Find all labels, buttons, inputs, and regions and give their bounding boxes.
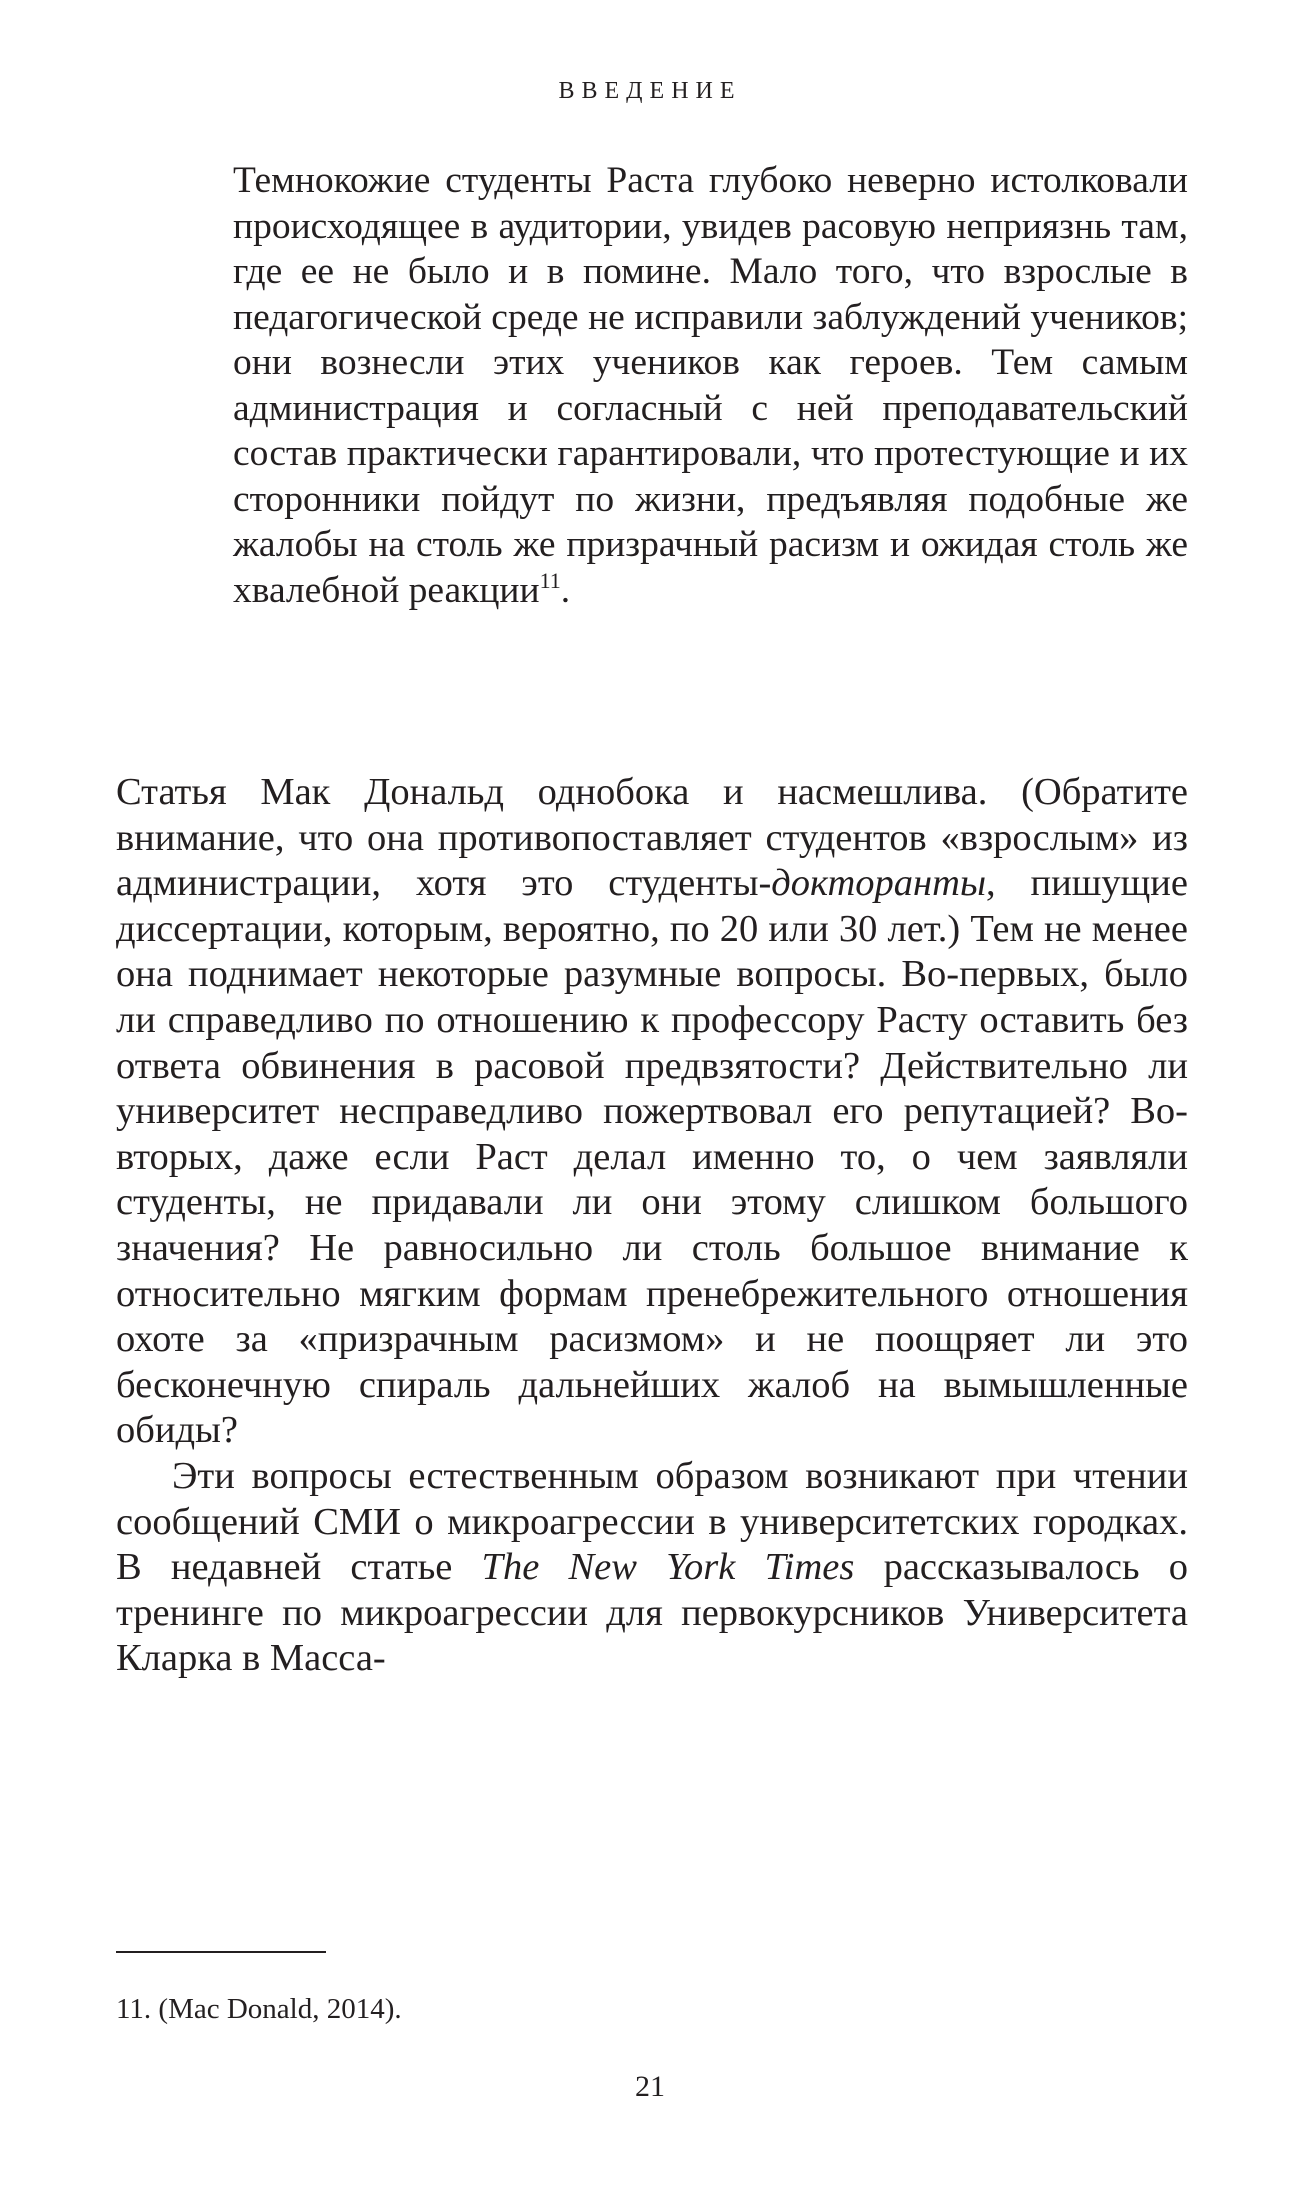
paragraph-2-italic: The New York Times xyxy=(481,1546,855,1589)
paragraph-1-italic: докторанты xyxy=(771,862,987,905)
block-quote xyxy=(233,158,1188,613)
main-text xyxy=(116,770,1188,1682)
quote-paragraph xyxy=(233,158,1188,613)
footnote-reference[interactable]: 11 xyxy=(539,567,561,593)
quote-text: Темнокожие студенты Раста глубоко неверно истолковали происходящее в аудитории, увидев расовую неприязнь там, где ее не было и в помине. Мало того, что взрослые в педагогической среде не исправили заблуждений учеников; они вознесли этих учеников как героев. Тем самым администрация и согласный с ней преподавательский состав практически гарантировали, что протестующие и их сторонники пойдут по жизни, предъявляя подобные же жалобы на столь же призрачный расизм и ожидая столь же хвалебной реакции xyxy=(233,160,1188,611)
quote-end: . xyxy=(560,569,571,611)
paragraph-1-text-a: Статья Мак Дональд однобока и насмешлива. (Обратите внимание, что она противопоставляет студентов «взрослым» из администрации, хотя это студенты- xyxy=(116,771,1188,905)
running-head: ВВЕДЕНИЕ xyxy=(558,78,742,104)
paragraph-1-text-b: , пишущие диссертации, которым, вероятно, по 20 или 30 лет.) Тем не менее она поднимает некоторые разумные вопросы. Во-первых, было ли справедливо по отношению к профессору Расту оставить без ответа обвинения в расовой предвзятости? Действительно ли университет несправедливо пожертвовал его репутацией? Во-вторых, даже если Раст делал именно то, о чем заявляли студенты, не придавали ли они этому слишком большого значения? Не равносильно ли столь большое внимание к относительно мягким формам пренебрежительного отношения охоте за «призрачным расизмом» и не поощряет ли это бесконечную спираль дальнейших жалоб на вымышленные обиды? xyxy=(116,862,1188,1452)
paragraph-2-text-b: рассказывалось о тренинге по микроагрессии для первокурсников Университета Кларка в Масса- xyxy=(116,1546,1188,1680)
footnote-rule xyxy=(116,1951,326,1953)
footnote: 11. (Mac Donald, 2014). xyxy=(116,1993,402,2025)
paragraph-2-text-a: Эти вопросы естественным образом возникают при чтении сообщений СМИ о микроагрессии в университетских городках. В недавней статье xyxy=(116,1454,1188,1589)
page-number: 21 xyxy=(635,2070,665,2103)
paragraph-2 xyxy=(116,1454,1188,1682)
paragraph-1 xyxy=(116,770,1188,1454)
